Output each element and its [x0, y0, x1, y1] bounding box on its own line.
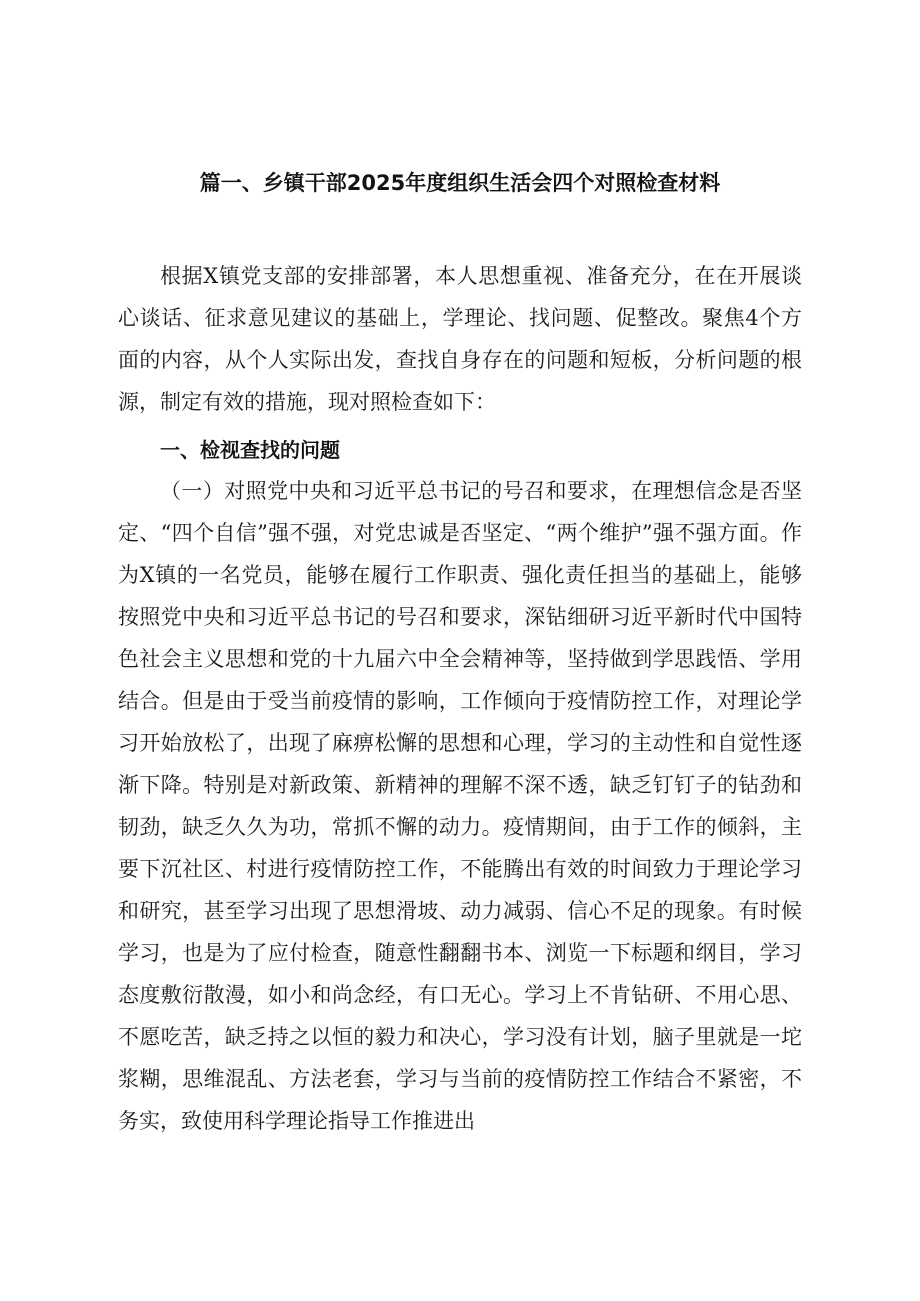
- intro-paragraph: 根据X镇党支部的安排部署，本人思想重视、准备充分，在在开展谈心谈话、征求意见建议的基础上，学理论、找问题、促整改。聚焦4个方面的内容，从个人实际出发，查找自身存在的问题和短板，分析问题的根源，制定有效的措施，现对照检查如下：: [118, 264, 802, 414]
- section-paragraph: （一）对照党中央和习近平总书记的号召和要求，在理想信念是否坚定、“四个自信”强不强，对党忠诚是否坚定、“两个维护”强不强方面。作为X镇的一名党员，能够在履行工作职责、强化责任担当的基础上，能够按照党中央和习近平总书记的号召和要求，深钻细研习近平新时代中国特色社会主义思想和党的十九届六中全会精神等，坚持做到学思践悟、学用结合。但是由于受当前疫情的影响，工作倾向于疫情防控工作，对理论学习开始放松了，出现了麻痹松懈的思想和心理，学习的主动性和自觉性逐渐下降。特别是对新政策、新精神的理解不深不透，缺乏钉钉子的钻劲和韧劲，缺乏久久为功，常抓不懈的动力。疫情期间，由于工作的倾斜，主要下沉社区、村进行疫情防控工作，不能腾出有效的时间致力于理论学习和研究，甚至学习出现了思想滑坡、动力减弱、信心不足的现象。有时候学习，也是为了应付检查，随意性翻翻书本、浏览一下标题和纲目，学习态度敷衍散漫，如小和尚念经，有口无心。学习上不肯钻研、不用心思、不愿吃苦，缺乏持之以恒的毅力和决心，学习没有计划，脑子里就是一坨浆糊，思维混乱、方法老套，学习与当前的疫情防控工作结合不紧密，不务实，致使用科学理论指导工作推进出: [118, 479, 802, 1133]
- section-heading: 一、检视查找的问题: [160, 438, 340, 462]
- document-title: 篇一、乡镇干部2025年度组织生活会四个对照检查材料: [199, 171, 721, 195]
